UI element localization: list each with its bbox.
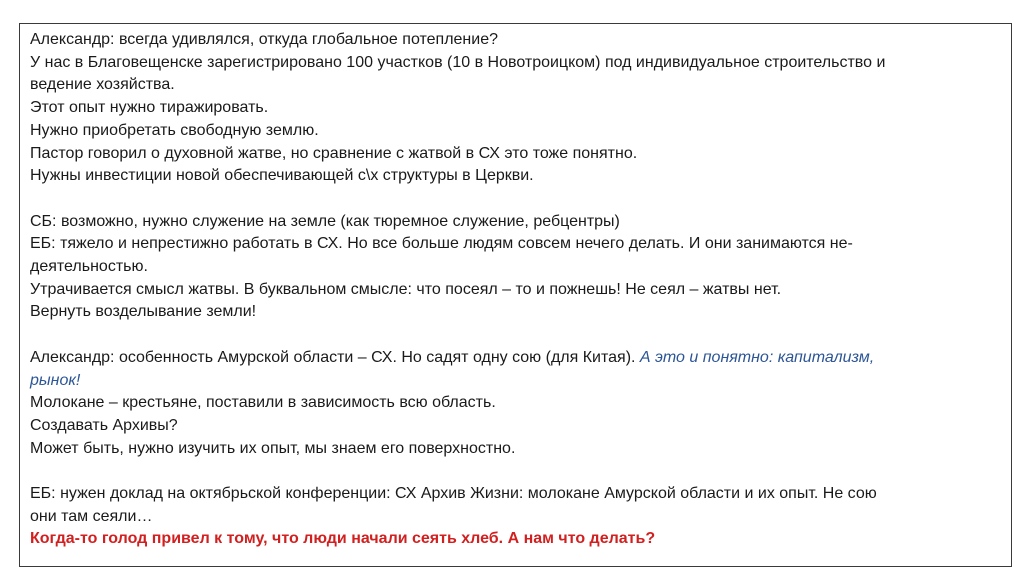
blank-line xyxy=(30,460,1001,483)
p2-line3: деятельностью. xyxy=(30,258,148,276)
p3-line1-plain: Александр: особенность Амурской области – СХ. Но садят одну сою (для Китая). xyxy=(30,348,640,366)
p2-line2: ЕБ: тяжело и непрестижно работать в СХ. Но все больше людям совсем нечего делать. И они занимаются не- xyxy=(30,235,853,253)
notes-text-box[interactable] xyxy=(19,23,1012,567)
p1-line2: У нас в Благовещенске зарегистрировано 100 участков (10 в Новотроицком) под индивидуальное строительство и xyxy=(30,53,886,71)
p3-line1 xyxy=(30,347,1001,370)
p1-line7: Нужны инвестиции новой обеспечивающей с\х структуры в Церкви. xyxy=(30,167,534,185)
p4-line1: ЕБ: нужен доклад на октябрьской конференции: СХ Архив Жизни: молокане Амурской области и их опыт. Не сою xyxy=(30,485,877,503)
p3-line5: Может быть, нужно изучить их опыт, мы знаем его поверхностно. xyxy=(30,439,516,457)
p3-line4: Создавать Архивы? xyxy=(30,416,178,434)
p1-line3: ведение хозяйства. xyxy=(30,76,175,94)
p4-line3-highlight: Когда-то голод привел к тому, что люди начали сеять хлеб. А нам что делать? xyxy=(30,530,656,548)
p2-line4: Утрачивается смысл жатвы. В буквальном смысле: что посеял – то и пожнешь! Не сеял – жатвы нет. xyxy=(30,280,782,298)
p1-line5: Нужно приобретать свободную землю. xyxy=(30,121,319,139)
blank-line xyxy=(30,188,1001,211)
p1-line4: Этот опыт нужно тиражировать. xyxy=(30,99,269,117)
p2-line5: Вернуть возделывание земли! xyxy=(30,303,257,321)
p4-line2: они там сеяли… xyxy=(30,507,153,525)
p2-line1: СБ: возможно, нужно служение на земле (как тюремное служение, ребцентры) xyxy=(30,212,620,230)
p3-line1-highlight: А это и понятно: капитализм, xyxy=(639,348,875,366)
p1-line1: Александр: всегда удивлялся, откуда глобальное потепление? xyxy=(30,31,498,48)
blank-line xyxy=(30,324,1001,347)
p3-line3: Молокане – крестьяне, поставили в зависимость всю область. xyxy=(30,394,496,412)
p1-line6: Пастор говорил о духовной жатве, но сравнение с жатвой в СХ это тоже понятно. xyxy=(30,144,638,162)
p3-line2-highlight: рынок! xyxy=(30,371,81,389)
